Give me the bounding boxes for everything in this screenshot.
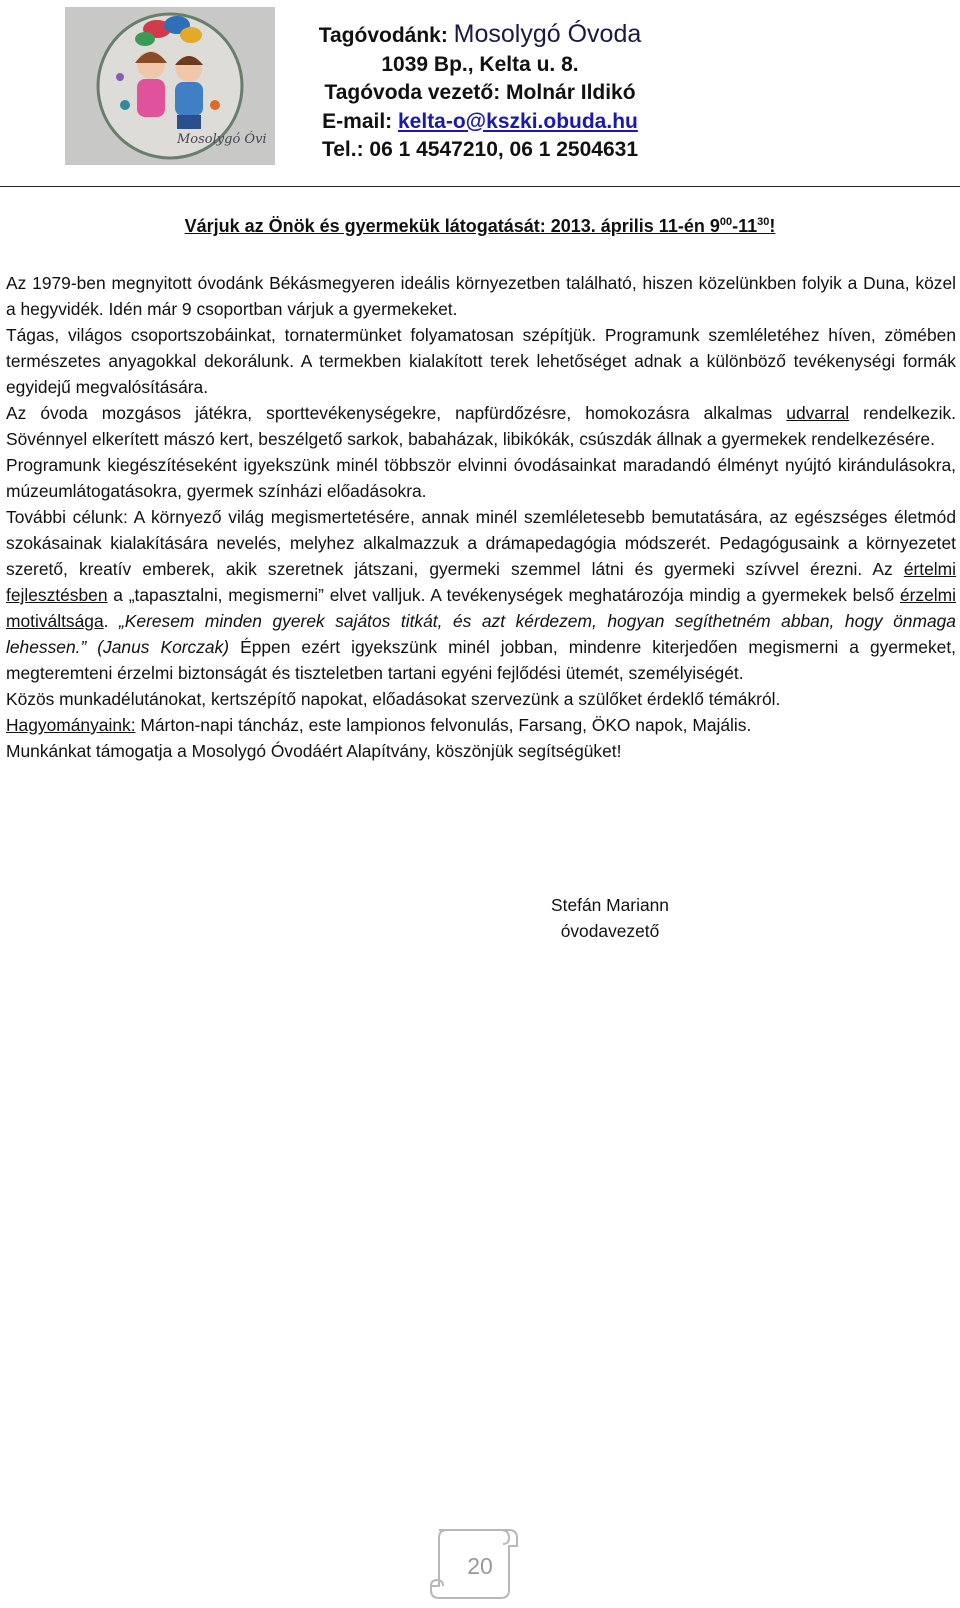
headline-end: ! bbox=[769, 216, 776, 236]
email-link[interactable]: kelta-o@kszki.obuda.hu bbox=[398, 109, 638, 133]
headline-mid: -11 bbox=[732, 216, 758, 236]
headline-sup-start: 00 bbox=[719, 216, 733, 228]
text-span: Éppen ezért igyekszünk minél jobban, mindenre kiterjedően megismerni a gyermeket, megteremteni érzelmi biztonságát és tiszteletben tartani egyéni fejlődési ütemét, személyiségét. bbox=[6, 637, 956, 683]
paragraph-yard bbox=[6, 400, 956, 452]
text-span: Az óvoda mozgásos játékra, sporttevékenységekre, napfürdőzésre, homokozásra alkalmas bbox=[6, 403, 787, 423]
kindergarten-label: Tagóvodánk: bbox=[318, 24, 454, 47]
phone: Tel.: 06 1 4547210, 06 1 2504631 bbox=[321, 138, 639, 161]
address: 1039 Bp., Kelta u. 8. bbox=[381, 52, 579, 76]
paragraph-intro: Az 1979-ben megnyitott óvodánk Békásmegyeren ideális környezetben található, hiszen közelünkben folyik a Duna, közel a hegyvidék. Idén már 9 csoportban várjuk a gyermekeket. bbox=[6, 273, 956, 319]
headline-sup-end: 30 bbox=[757, 216, 770, 228]
paragraph-goals bbox=[6, 504, 956, 686]
kindergarten-name: Mosolygó Óvoda bbox=[453, 20, 642, 48]
signature bbox=[520, 892, 700, 944]
text-span: Márton-napi táncház, este lampionos felvonulás, Farsang, ÖKO napok, Majális. bbox=[135, 715, 752, 735]
contact-header bbox=[300, 20, 660, 165]
underlined-text: értelmi fejlesztésben bbox=[6, 559, 956, 605]
page-number: 20 bbox=[467, 1553, 493, 1579]
korczak-quote: „Keresem minden gyerek sajátos titkát, és azt kérdezem, hogyan segíthetném abban, hogy önmaga lehessen.” (Janus Korczak) bbox=[6, 611, 956, 657]
header-divider bbox=[0, 186, 960, 187]
underlined-text: Hagyományaink: bbox=[6, 715, 136, 735]
logo-text: Mosolygó Óvi bbox=[177, 132, 267, 147]
headline-text: Várjuk az Önök és gyermekük látogatását: 2013. április 11-én 9 bbox=[184, 216, 720, 236]
kindergarten-logo-icon bbox=[65, 7, 275, 165]
visit-headline bbox=[0, 216, 960, 237]
paragraph-rooms: Tágas, világos csoportszobáinkat, tornatermünket folyamatosan szépítjük. Programunk szemléletéhez híven, zömében természetes anyagokkal dekorálunk. A termekben kialakított terek lehetőséget adnak a különböző tevékenységi formák egyidejű megvalósítására. bbox=[6, 325, 956, 397]
text-span: a „tapasztalni, megismerni” elvet valljuk. A tevékenységek meghatározója mindig a gyermekek belső bbox=[107, 585, 900, 605]
leader: Tagóvoda vezető: Molnár Ildikó bbox=[324, 81, 636, 104]
body-text bbox=[6, 270, 956, 764]
paragraph-events: Közös munkadélutánokat, kertszépítő napokat, előadásokat szervezünk a szülőket érdeklő témákról. bbox=[6, 689, 781, 709]
underlined-text: érzelmi motiváltsága bbox=[6, 585, 956, 631]
text-span: . bbox=[103, 611, 120, 631]
paragraph-programs: Programunk kiegészítéseként igyekszünk minél többször elvinni óvodásainkat maradandó élményt nyújtó kirándulásokra, múzeumlátogatásokra, gyermek színházi előadásokra. bbox=[6, 455, 956, 501]
underlined-text: udvarral bbox=[786, 403, 850, 423]
email-line bbox=[300, 108, 660, 137]
paragraph-traditions bbox=[6, 712, 956, 738]
text-span: rendelkezik. Sövénnyel elkerített mászó kert, beszélgető sarkok, babaházak, libikókák, csúszdák állnak a gyermekek rendelkezésére. bbox=[6, 403, 956, 449]
paragraph-foundation: Munkánkat támogatja a Mosolygó Óvodáért Alapítvány, köszönjük segítségüket! bbox=[6, 741, 622, 761]
email-label: E-mail: bbox=[322, 109, 398, 133]
kindergarten-name-line bbox=[300, 20, 660, 51]
signature-title: óvodavezető bbox=[560, 921, 660, 941]
text-span: További célunk: A környező világ megismertetésére, annak minél szemléletesebb bemutatására, az egészséges életmód szokásainak kialakítására nevelés, melyhez alkalmazzuk a drámapedagógia módszerét. Pedagógusaink a környezetet szerető, kreatív emberek, akik szeretnek játszani, gyermeki szemmel látni és gyermeki szívvel érezni. Az bbox=[6, 507, 956, 579]
signature-name: Stefán Mariann bbox=[551, 895, 669, 915]
